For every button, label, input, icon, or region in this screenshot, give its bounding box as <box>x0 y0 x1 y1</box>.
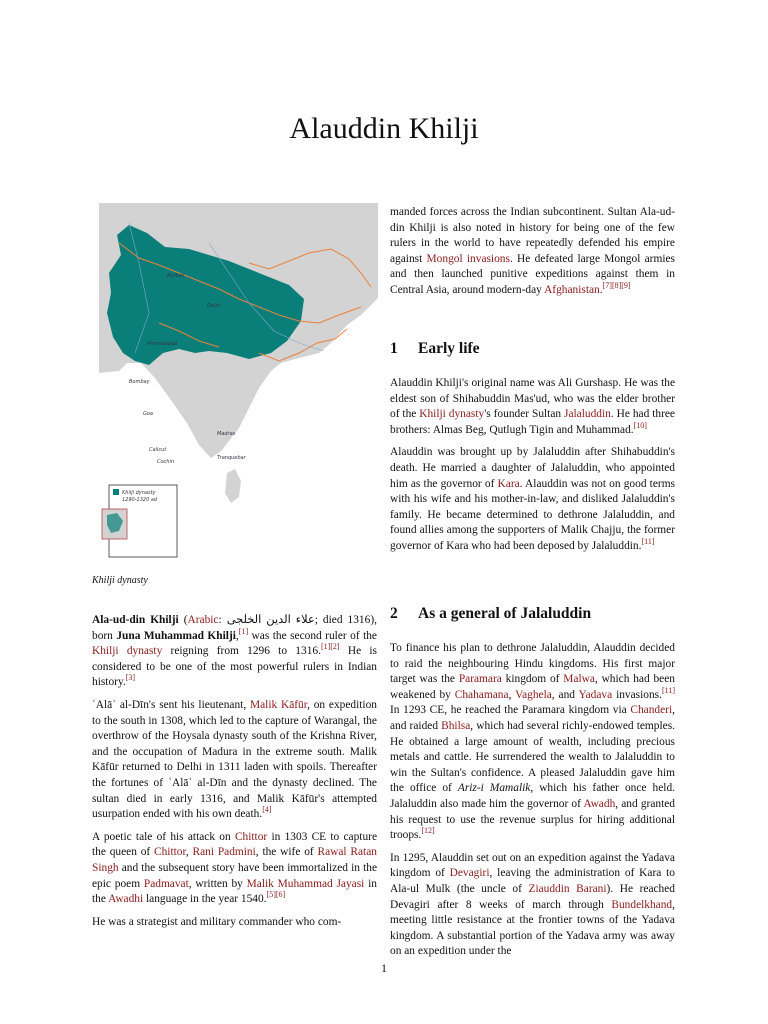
poetic-tale-paragraph <box>92 830 377 908</box>
text-run: , which had been weakened by <box>390 673 675 701</box>
link-bhilsa[interactable]: Bhilsa <box>441 719 471 732</box>
link-chittor-2[interactable]: Chittor <box>154 846 186 859</box>
map-label-tranquebar: Tranquebar <box>217 455 246 461</box>
text-run: . He had three brothers: Almas Beg, Qutlugh Tigin and Muhammad. <box>390 408 675 436</box>
right-column-top <box>390 205 675 306</box>
link-awadhi[interactable]: Awadhi <box>108 893 144 906</box>
text-run: , leaving the administration of Kara to Ala-ul Mulk (the uncle of <box>390 867 675 895</box>
link-jalaluddin[interactable]: Jalaluddin <box>564 408 611 421</box>
map-legend-years: 1290-1320 ad <box>122 497 158 503</box>
figure-caption: Khilji dynasty <box>92 575 148 586</box>
text-run: was the second ruler of the <box>248 629 377 642</box>
link-kara[interactable]: Kara <box>497 477 520 490</box>
text-run: , meeting little resistance at the frontier towns of the Yadava kingdom. A substantial portion of the Yadava army was away on an expedition under the <box>390 898 675 958</box>
text-run: 's founder Sultan <box>484 408 565 421</box>
text-run: A poetic tale of his attack on <box>92 830 235 843</box>
text-run: , which had several richly-endowed temples. He obtained a large amount of wealth, including precious metals and cattle. He surrendered the wealth to Jalaluddin to win the Sultan's confidence. A pleased Jalaluddin gave him the office of <box>390 719 675 795</box>
link-afghanistan[interactable]: Afghanistan <box>544 283 600 296</box>
ref-1[interactable]: [1] <box>238 626 249 636</box>
map-legend-label: Khilji dynasty <box>122 490 156 496</box>
section-heading-general <box>390 605 591 623</box>
page-number: 1 <box>381 961 387 975</box>
text-run: language in the year 1540. <box>143 893 267 906</box>
kafur-paragraph <box>92 698 377 823</box>
right-column-early-life <box>390 376 675 562</box>
ref-11-b[interactable]: [11] <box>661 685 675 695</box>
text-run: . Alauddin was not on good terms with his wife and his mother-in-law, and disliked Jalaluddin's family. He became determined to dethrone Jalaluddin, and found allies among the supporters of Malik Chajju, the former governor of Kara who had been deposed by Jalaluddin. <box>390 477 675 552</box>
ref-3[interactable]: [3] <box>125 673 136 683</box>
section-title: As a general of Jalaluddin <box>418 605 592 622</box>
text-run: , <box>235 629 239 642</box>
link-paramara[interactable]: Paramara <box>458 673 502 686</box>
page-title: Alauddin Khilji <box>289 112 479 145</box>
link-arabic[interactable]: Arabic <box>187 614 219 626</box>
text-run: . <box>599 283 603 296</box>
text-run: , which his father once held. Jalaluddin also made him the governor of <box>390 782 675 810</box>
link-ziauddin-barani[interactable]: Ziauddin Barani <box>528 882 607 895</box>
text-run: Alauddin was brought up by Jalaluddin after Shihabuddin's death. He married a daughter of Jalaluddin, who appointed him as the governor of <box>390 446 675 490</box>
map-label-calicut: Calicut <box>149 447 167 453</box>
link-padmavat[interactable]: Padmavat <box>143 877 189 890</box>
general-paragraph-1 <box>390 641 675 844</box>
left-column <box>92 613 377 937</box>
link-malik-kafur[interactable]: Malik Kāfūr <box>249 698 308 711</box>
link-rawal-ratan-singh[interactable]: Rawal Ratan Singh <box>92 846 377 874</box>
text-run: Alauddin Khilji's original name was Ali Gurshasp. He was the eldest son of Shihabuddin Mas'ud, who was the elder brother of the <box>390 377 675 421</box>
ref-1-2[interactable]: [1][2] <box>320 642 340 652</box>
map-label-ahmedabad: Ahmedabad <box>147 341 178 347</box>
link-chanderi[interactable]: Chanderi <box>630 704 673 717</box>
text-run: reigning from 1296 to 1316. <box>162 645 321 658</box>
link-yadava[interactable]: Yadava <box>578 688 613 701</box>
link-vaghela[interactable]: Vaghela <box>515 688 552 701</box>
khilji-dynasty-map <box>99 203 378 561</box>
text-run: , and <box>551 688 579 701</box>
continued-paragraph <box>390 205 675 299</box>
link-malwa[interactable]: Malwa <box>563 673 595 686</box>
map-label-cochin: Cochin <box>157 459 175 465</box>
ariz-i-mamalik: Ariz-i Mamalik <box>457 782 531 795</box>
text-run: , and granted his request to use the revenue surplus for hiring additional troops. <box>390 797 675 842</box>
section-number: 2 <box>390 605 398 622</box>
text-run: in 1303 CE to capture the queen of <box>92 830 378 859</box>
ref-11[interactable]: [11] <box>641 537 655 547</box>
link-malik-muhammad-jayasi[interactable]: Malik Muhammad Jayasi <box>246 877 365 890</box>
birth-name: Juna Muhammad Khilji <box>116 629 236 642</box>
map-label-goa: Goa <box>143 411 153 417</box>
early-life-paragraph-2 <box>390 445 675 554</box>
section-heading-early-life <box>390 340 480 358</box>
map-label-delhi: Delhi <box>207 303 220 309</box>
text-run: ). He reached Devagiri after 8 weeks of march through <box>390 882 676 911</box>
section-number: 1 <box>390 340 398 357</box>
link-awadh[interactable]: Awadh <box>583 797 616 810</box>
link-bundelkhand[interactable]: Bundelkhand <box>611 898 673 911</box>
text-run: invasions. <box>612 688 662 701</box>
text-run: , written by <box>188 877 247 890</box>
link-chittor[interactable]: Chittor <box>234 830 268 843</box>
text-run: in the <box>92 877 377 906</box>
section-title: Early life <box>418 340 480 357</box>
text-run: In 1295, Alauddin set out on an expedition against the Yadava kingdom of <box>390 851 675 880</box>
link-khilji-dynasty[interactable]: Khilji dynasty <box>92 645 163 658</box>
text-run: In 1293 CE, he reached the Paramara kingdom via <box>390 704 631 717</box>
text-run: To finance his plan to dethrone Jalaluddin, Alauddin decided to raid the neighbouring Hindu kingdoms. His first major target was the <box>390 642 675 686</box>
text-run: manded forces across the Indian subcontinent. Sultan Ala-ud-din Khilji is also noted in history for being one of the few rulers in the world to have repeatedly defended his empire against <box>390 206 675 265</box>
link-rani-padmini[interactable]: Rani Padmini <box>192 846 256 859</box>
text-run: , the wife of <box>255 846 318 859</box>
text-run: , on expedition to the south in 1308, which led to the capture of Warangal, the overthrow of the Hoysala dynasty south of the Krishna River, and the occupation of Madura in the extreme south. Malik Kāfūr returned to Delhi in 1311 laden with spoils. Thereafter the fortunes of ʿAlāʾ al-Dīn and the dynasty declined. The sultan died in early 1316, and Malik Kāfūr's attempted usurpation ended with his own death. <box>92 698 377 821</box>
text-run: and the subsequent story have been immortalized in the epic poem <box>92 861 377 890</box>
ref-10[interactable]: [10] <box>633 420 647 430</box>
text-run: ; died 1316), born <box>92 614 377 642</box>
ref-4[interactable]: [4] <box>262 805 272 815</box>
map-legend-swatch <box>113 489 119 495</box>
map-label-madras: Madras <box>217 431 236 437</box>
khilji-map-figure <box>99 203 378 561</box>
link-chahamana[interactable]: Chahamana <box>454 688 509 701</box>
text-run: , <box>508 688 516 701</box>
arabic-name: : علاء الدین الخلجی <box>218 614 315 626</box>
text-run: ʿAlāʾ al-Dīn's sent his lieutenant, <box>92 698 250 711</box>
link-khilji-dynasty-2[interactable]: Khilji dynasty <box>419 408 485 421</box>
subject-name: Ala-ud-din Khilji <box>92 614 179 626</box>
map-label-multan: Multan <box>167 273 185 279</box>
right-column-general <box>390 641 675 967</box>
map-label-bombay: Bombay <box>129 379 150 385</box>
early-life-paragraph-1 <box>390 376 675 438</box>
text-run: , and raided <box>390 704 675 732</box>
text-run: ( <box>178 614 188 626</box>
text-run: He is considered to be one of the most powerful rulers in Indian history. <box>92 645 377 689</box>
text-run: kingdom of <box>501 673 564 686</box>
link-mongol-invasions[interactable]: Mongol invasions <box>426 252 510 265</box>
general-paragraph-2 <box>390 851 675 960</box>
ref-5-6[interactable]: [5][6] <box>266 890 286 900</box>
ref-7-8-9[interactable]: [7][8][9] <box>602 281 631 291</box>
ref-12[interactable]: [12] <box>421 826 435 836</box>
intro-paragraph <box>92 613 377 691</box>
link-devagiri[interactable]: Devagiri <box>449 867 490 880</box>
text-run: , <box>185 846 193 859</box>
text-run: . He defeated large Mongol armies and then launched punitive expeditions against them in Central Asia, around modern-day <box>390 252 675 296</box>
strategist-paragraph: He was a strategist and military commander who com- <box>92 915 342 928</box>
